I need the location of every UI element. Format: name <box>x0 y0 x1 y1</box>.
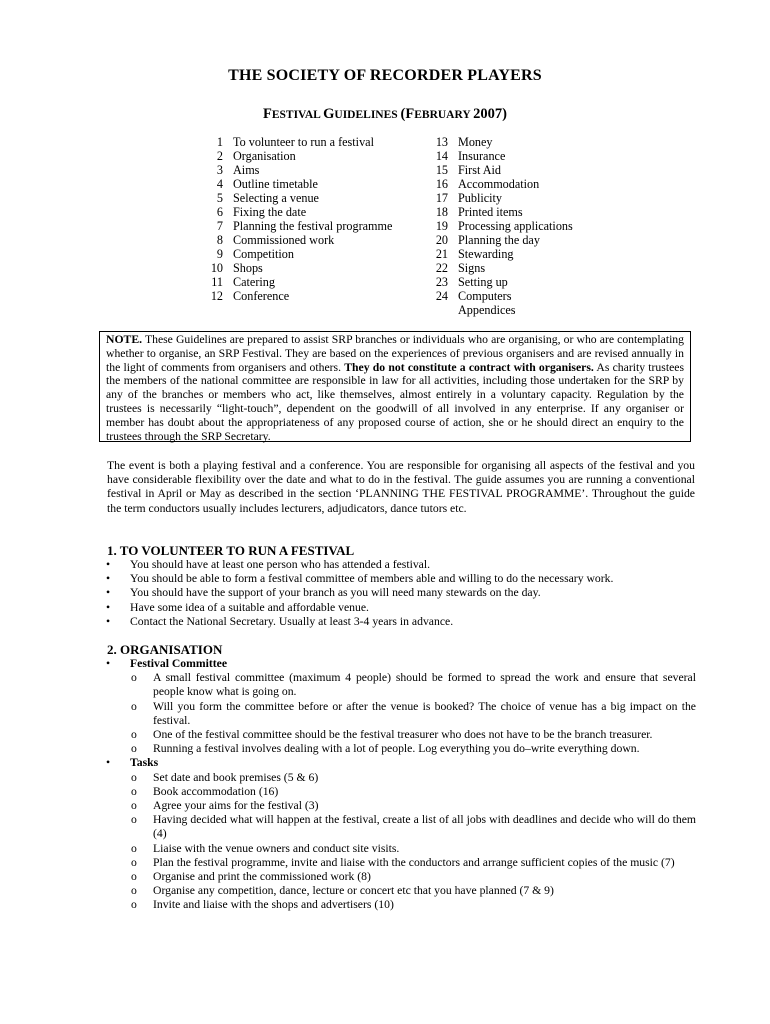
toc-item <box>428 163 573 177</box>
toc-item-label: Organisation <box>233 149 296 163</box>
note-box <box>99 331 691 442</box>
toc-item-number: 6 <box>216 205 223 219</box>
bullet-icon: • <box>106 657 111 670</box>
sub-bullet-icon: o <box>131 728 137 742</box>
sub-item <box>106 671 696 699</box>
toc-item-label: Insurance <box>458 149 506 163</box>
toc-item-label: Processing applications <box>458 219 573 233</box>
bullet-item <box>106 601 696 615</box>
bullet-text: You should have at least one person who has attended a festival. <box>130 558 431 571</box>
toc-item-label: Printed items <box>458 205 523 219</box>
sub-item <box>106 771 696 785</box>
toc-item <box>203 275 392 289</box>
toc-item-label: Signs <box>458 261 486 275</box>
intro-paragraph: The event is both a playing festival and a conference. You are responsible for organising all aspects of the festival and you have considerable flexibility over the date and what to do in the festival. The guide assumes you are running a conventional festival in April or May as described in the section ‘PLANNING THE FESTIVAL PROGRAMME’. Throughout the guide the term conductors usually includes lecturers, adjudicators, dance tutors etc. <box>107 459 695 515</box>
toc-item-number: 17 <box>435 191 448 205</box>
toc-item-number: 3 <box>216 163 223 177</box>
sub-item-text: Invite and liaise with the shops and advertisers (10) <box>153 898 394 912</box>
sub-bullet-icon: o <box>131 841 137 855</box>
sub-item <box>106 842 696 856</box>
sub-item-text: Liaise with the venue owners and conduct site visits. <box>153 841 400 855</box>
toc-item <box>203 289 392 303</box>
sub-item-text: Set date and book premises (5 & 6) <box>153 770 319 784</box>
bullet-icon: • <box>106 614 111 628</box>
bullet-text: You should have the support of your branch as you will need many stewards on the day. <box>130 586 541 600</box>
sub-item <box>106 813 696 841</box>
toc-item-label: Appendices <box>458 303 516 317</box>
toc-right-column <box>428 135 573 317</box>
subtitle-part: F <box>262 106 272 122</box>
subtitle-part: 2007) <box>473 106 507 122</box>
sub-bullet-icon: o <box>131 784 137 798</box>
toc-item-number: 4 <box>216 177 223 191</box>
toc-item-number: 11 <box>211 275 223 289</box>
toc-item-label: Publicity <box>458 191 503 205</box>
toc-item-label: Accommodation <box>458 177 540 191</box>
sub-item <box>106 728 696 742</box>
subtitle-part: G <box>323 106 335 122</box>
toc-item-number: 24 <box>435 289 448 303</box>
toc-item-number: 18 <box>435 205 448 219</box>
bullet-icon: • <box>106 756 111 770</box>
toc-item-label: Shops <box>233 261 263 275</box>
sub-item-text: A small festival committee (maximum 4 people) should be formed to spread the work and ensure that several people know what is going on. <box>153 671 696 699</box>
bullet-icon: • <box>106 586 111 600</box>
toc-item-number: 22 <box>435 261 448 275</box>
toc-item-label: First Aid <box>458 163 502 177</box>
sub-item-text: One of the festival committee should be the festival treasurer who does not have to be the branch treasurer. <box>153 728 653 742</box>
sub-item <box>106 742 696 756</box>
note-bold-text: They do not constitute a contract with organisers. <box>344 360 594 374</box>
sub-item <box>106 884 696 898</box>
toc-item-label: To volunteer to run a festival <box>233 135 374 149</box>
sub-item <box>106 785 696 799</box>
toc-item-number: 2 <box>216 149 223 163</box>
document-subtitle <box>0 106 770 123</box>
sub-bullet-icon: o <box>131 870 137 884</box>
section-heading: 2. ORGANISATION <box>107 642 223 657</box>
subtitle-part: ESTIVAL <box>271 109 324 121</box>
toc-item <box>428 177 573 191</box>
toc-item-number: 15 <box>435 163 448 177</box>
toc-item-number: 20 <box>435 233 448 247</box>
toc-item-number: 12 <box>210 289 223 303</box>
bullet-icon: • <box>106 600 111 614</box>
sub-item <box>106 799 696 813</box>
sub-item <box>106 700 696 728</box>
sub-item-text: Having decided what will happen at the festival, create a list of all jobs with deadlines and decide who will do them (4) <box>153 813 696 841</box>
sub-item-text: Will you form the committee before or after the venue is booked? The choice of venue has a big impact on the festival. <box>153 699 696 727</box>
sub-bullet-icon: o <box>131 855 137 869</box>
bullet-item <box>106 586 696 600</box>
subtitle-part: UIDELINES <box>334 109 401 121</box>
toc-item <box>203 177 392 191</box>
sub-bullet-icon: o <box>131 898 137 912</box>
sub-item-text: Running a festival involves dealing with a lot of people. Log everything you do–write everything down. <box>153 742 640 756</box>
toc-item-label: Planning the day <box>458 233 540 247</box>
toc-item <box>203 163 392 177</box>
toc-item-number: 1 <box>216 135 223 149</box>
toc-item-number: 9 <box>216 247 223 261</box>
toc-item <box>203 149 392 163</box>
group-title: Tasks <box>130 756 159 770</box>
note-label: NOTE. <box>106 333 143 346</box>
sub-bullet-icon: o <box>131 699 137 713</box>
subtitle-part: (F <box>400 106 415 122</box>
toc-item <box>428 135 573 149</box>
sub-item <box>106 898 696 912</box>
note-text: These Guidelines are prepared to assist SRP branches or individuals who are organising, or who are contemplating whether to organise, an SRP Festival. They are based on the experiences of previous organisers and are revised annually in the light of comments from organisers and others. <box>106 333 684 374</box>
bullet-icon: • <box>106 558 111 571</box>
sub-bullet-icon: o <box>131 799 137 813</box>
toc-item-number: 8 <box>216 233 223 247</box>
toc-item <box>428 149 573 163</box>
toc-item-label: Computers <box>458 289 512 303</box>
sub-bullet-icon: o <box>131 770 137 784</box>
toc-item <box>203 233 392 247</box>
section-heading: 1. TO VOLUNTEER TO RUN A FESTIVAL <box>107 543 355 558</box>
sub-item <box>106 856 696 870</box>
group-title: Festival Committee <box>130 657 228 670</box>
toc-item <box>428 261 573 275</box>
toc-item <box>203 135 392 149</box>
bullet-icon: • <box>106 572 111 586</box>
toc-item <box>428 219 573 233</box>
toc-item-number: 14 <box>435 149 448 163</box>
toc-item <box>203 191 392 205</box>
bullet-item <box>106 615 696 629</box>
sub-bullet-icon: o <box>131 742 137 756</box>
toc-item <box>203 247 392 261</box>
toc-item-number: 23 <box>435 275 448 289</box>
document-title: THE SOCIETY OF RECORDER PLAYERS <box>228 67 542 84</box>
bullet-item <box>106 558 696 572</box>
toc-item-number: 21 <box>435 247 448 261</box>
toc-item-number: 5 <box>216 191 223 205</box>
sub-item-text: Organise any competition, dance, lecture or concert etc that you have planned (7 & 9) <box>153 884 554 898</box>
toc-item <box>428 303 573 317</box>
sub-item-text: Book accommodation (16) <box>153 784 279 798</box>
toc-item-label: Outline timetable <box>233 177 318 191</box>
toc-item-number: 13 <box>435 135 448 149</box>
bullet-group <box>106 657 696 671</box>
bullet-text: You should be able to form a festival committee of members able and willing to do the necessary work. <box>130 572 614 586</box>
toc-item <box>203 261 392 275</box>
sub-bullet-icon: o <box>131 884 137 898</box>
sub-item <box>106 870 696 884</box>
bullet-group <box>106 756 696 770</box>
toc-item-label: Setting up <box>458 275 508 289</box>
toc-item-label: Catering <box>233 275 275 289</box>
toc-item <box>203 205 392 219</box>
toc-item <box>203 219 392 233</box>
sub-item-text: Plan the festival programme, invite and liaise with the conductors and arrange sufficient copies of the music (7) <box>153 855 675 869</box>
toc-item-number: 16 <box>435 177 448 191</box>
toc-left-column <box>203 135 392 303</box>
sub-item-text: Organise and print the commissioned work (8) <box>153 870 371 884</box>
bullet-text: Have some idea of a suitable and affordable venue. <box>130 600 369 614</box>
toc-item-label: Aims <box>233 163 260 177</box>
toc-item <box>428 233 573 247</box>
toc-item-number: 7 <box>216 219 223 233</box>
toc-item <box>428 275 573 289</box>
sub-bullet-icon: o <box>131 671 137 685</box>
subtitle-part: EBRUARY <box>414 109 474 121</box>
toc-item <box>428 191 573 205</box>
section1-list <box>106 558 696 629</box>
toc-item-label: Competition <box>233 247 294 261</box>
toc-item-label: Money <box>458 135 493 149</box>
toc-item-label: Stewarding <box>458 247 514 261</box>
toc-item-label: Planning the festival programme <box>233 219 393 233</box>
toc-item <box>428 247 573 261</box>
bullet-text: Contact the National Secretary. Usually at least 3-4 years in advance. <box>130 614 454 628</box>
toc-item-label: Selecting a venue <box>233 191 319 205</box>
sub-bullet-icon: o <box>131 813 137 827</box>
section2-list <box>106 657 696 913</box>
bullet-item <box>106 572 696 586</box>
note-text: As charity trustees the members of the national committee are responsible in law for all activities, including those undertaken for the SRP by any of the branches or members who act, like themselves, almost entirely in a voluntary capacity. Regulation by the trustees is necessarily “light-touch”, dependent on the goodwill of all involved in any enterprise. If any organiser or member has doubt about the appropriateness of any proposed course of action, she or he should direct an enquiry to the trustees through the SRP Secretary. <box>106 360 684 443</box>
toc-item-label: Commissioned work <box>233 233 335 247</box>
sub-item-text: Agree your aims for the festival (3) <box>153 799 319 813</box>
toc-item-number: 19 <box>435 219 448 233</box>
toc-item <box>428 289 573 303</box>
toc-item-label: Fixing the date <box>233 205 307 219</box>
toc-item-number: 10 <box>210 261 223 275</box>
toc-item-label: Conference <box>233 289 290 303</box>
toc-item <box>428 205 573 219</box>
toc-item-number <box>428 303 448 317</box>
